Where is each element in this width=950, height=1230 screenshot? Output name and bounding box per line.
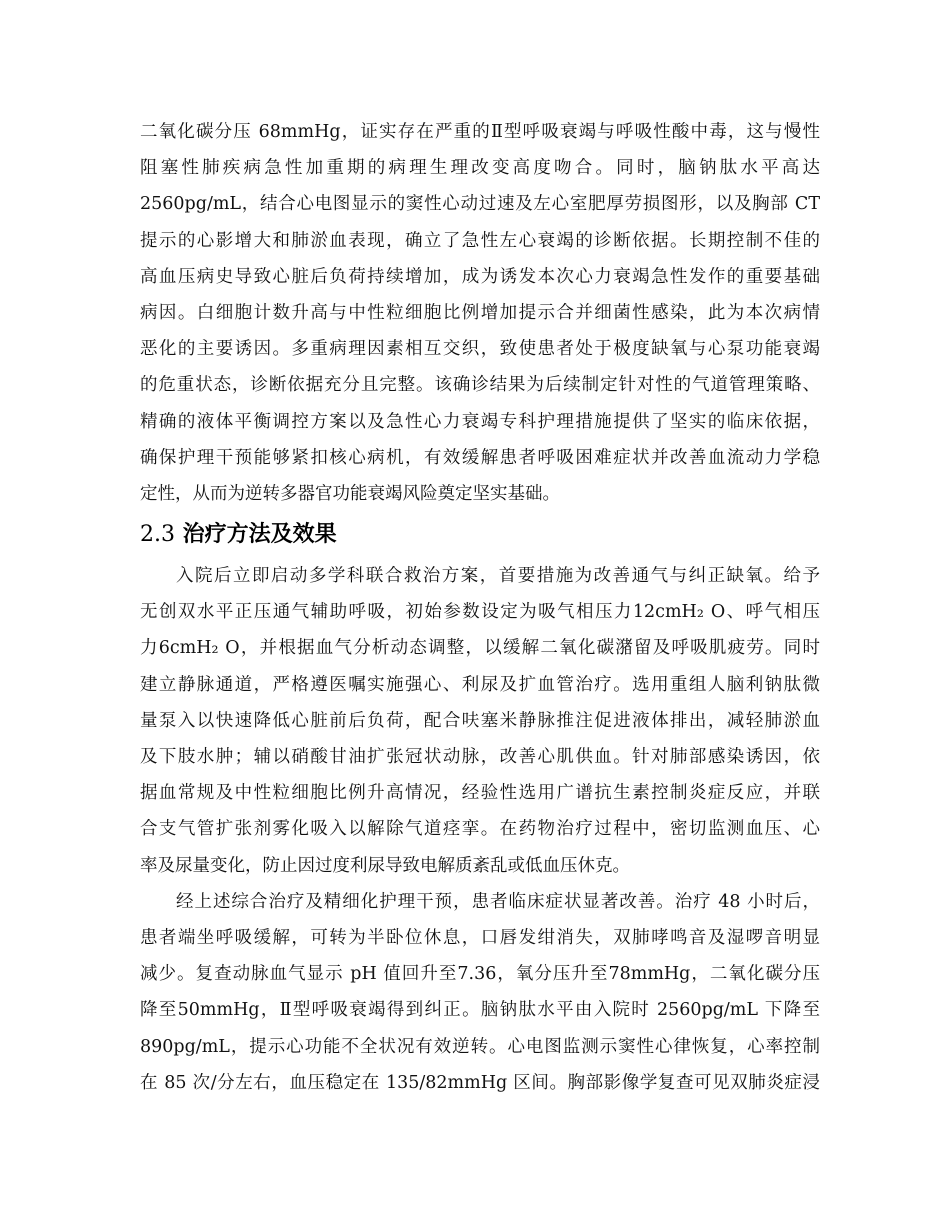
text-line: 无创双水平正压通气辅助呼吸，初始参数设定为吸气相压力12cmH₂ O、呼气相压 xyxy=(140,602,820,623)
text-line: 高血压病史导致心脏后负荷持续增加，成为诱发本次心力衰竭急性发作的重要基础 xyxy=(140,266,820,287)
text-line: 降至50mmHg，Ⅱ型呼吸衰竭得到纠正。脑钠肽水平由入院时 2560pg/mL 下降至 xyxy=(140,1000,820,1021)
text-line: 二氧化碳分压 68mmHg，证实存在严重的Ⅱ型呼吸衰竭与呼吸性酸中毒，这与慢性 xyxy=(140,122,820,142)
text-line: 患者端坐呼吸缓解，可转为半卧位休息，口唇发绀消失，双肺哮鸣音及湿啰音明显 xyxy=(140,927,820,948)
text-line: 据血常规及中性粒细胞比例升高情况，经验性选用广谱抗生素控制炎症反应，并联 xyxy=(140,783,820,804)
text-line: 量泵入以快速降低心脏前后负荷，配合呋塞米静脉推注促进液体排出，减轻肺淤血 xyxy=(140,710,820,731)
text-line: 的危重状态，诊断依据充分且完整。该确诊结果为后续制定针对性的气道管理策略、 xyxy=(140,375,820,396)
paragraph-diagnosis-summary xyxy=(140,114,820,512)
text-line: 经上述综合治疗及精细化护理干预，患者临床症状显著改善。治疗 48 小时后， xyxy=(176,891,820,912)
section-title: 治疗方法及效果 xyxy=(182,522,337,548)
paragraph-treatment-effects xyxy=(140,884,820,1101)
text-line: 在 85 次/分左右，血压稳定在 135/82mmHg 区间。胸部影像学复查可见双肺炎症浸 xyxy=(140,1072,820,1093)
text-line: 病因。白细胞计数升高与中性粒细胞比例增加提示合并细菌性感染，此为本次病情 xyxy=(140,302,820,323)
section-number: 2.3 xyxy=(140,522,175,548)
text-line: 确保护理干预能够紧扣核心病机，有效缓解患者呼吸困难症状并改善血流动力学稳 xyxy=(140,447,820,468)
text-line: 定性，从而为逆转多器官功能衰竭风险奠定坚实基础。 xyxy=(140,483,560,504)
text-line: 力6cmH₂ O，并根据血气分析动态调整，以缓解二氧化碳潴留及呼吸肌疲劳。同时 xyxy=(140,638,820,659)
text-line: 2560pg/mL，结合心电图显示的窦性心动过速及左心室肥厚劳损图形，以及胸部 CT xyxy=(140,194,820,215)
paragraph-treatment-methods xyxy=(140,558,820,884)
text-line: 及下肢水肿；辅以硝酸甘油扩张冠状动脉，改善心肌供血。针对肺部感染诱因，依 xyxy=(140,747,820,767)
document-body xyxy=(140,114,820,1101)
text-line: 合支气管扩张剂雾化吸入以解除气道痉挛。在药物治疗过程中，密切监测血压、心 xyxy=(140,819,820,840)
text-line: 提示的心影增大和肺淤血表现，确立了急性左心衰竭的诊断依据。长期控制不佳的 xyxy=(140,230,820,251)
text-line: 建立静脉通道，严格遵医嘱实施强心、利尿及扩血管治疗。选用重组人脑利钠肽微 xyxy=(140,674,820,695)
text-line: 精确的液体平衡调控方案以及急性心力衰竭专科护理措施提供了坚实的临床依据， xyxy=(140,411,820,432)
text-line: 890pg/mL，提示心功能不全状况有效逆转。心电图监测示窦性心律恢复，心率控制 xyxy=(140,1036,820,1057)
text-line: 减少。复查动脉血气显示 pH 值回升至7.36，氧分压升至78mmHg，二氧化碳分压 xyxy=(140,964,820,985)
text-line: 恶化的主要诱因。多重病理因素相互交织，致使患者处于极度缺氧与心泵功能衰竭 xyxy=(140,339,820,360)
text-line: 阻塞性肺疾病急性加重期的病理生理改变高度吻合。同时，脑钠肽水平高达 xyxy=(140,158,820,179)
section-heading xyxy=(140,512,820,558)
text-line: 入院后立即启动多学科联合救治方案，首要措施为改善通气与纠正缺氧。给予 xyxy=(176,566,820,587)
text-line: 率及尿量变化，防止因过度利尿导致电解质紊乱或低血压休克。 xyxy=(140,855,630,876)
